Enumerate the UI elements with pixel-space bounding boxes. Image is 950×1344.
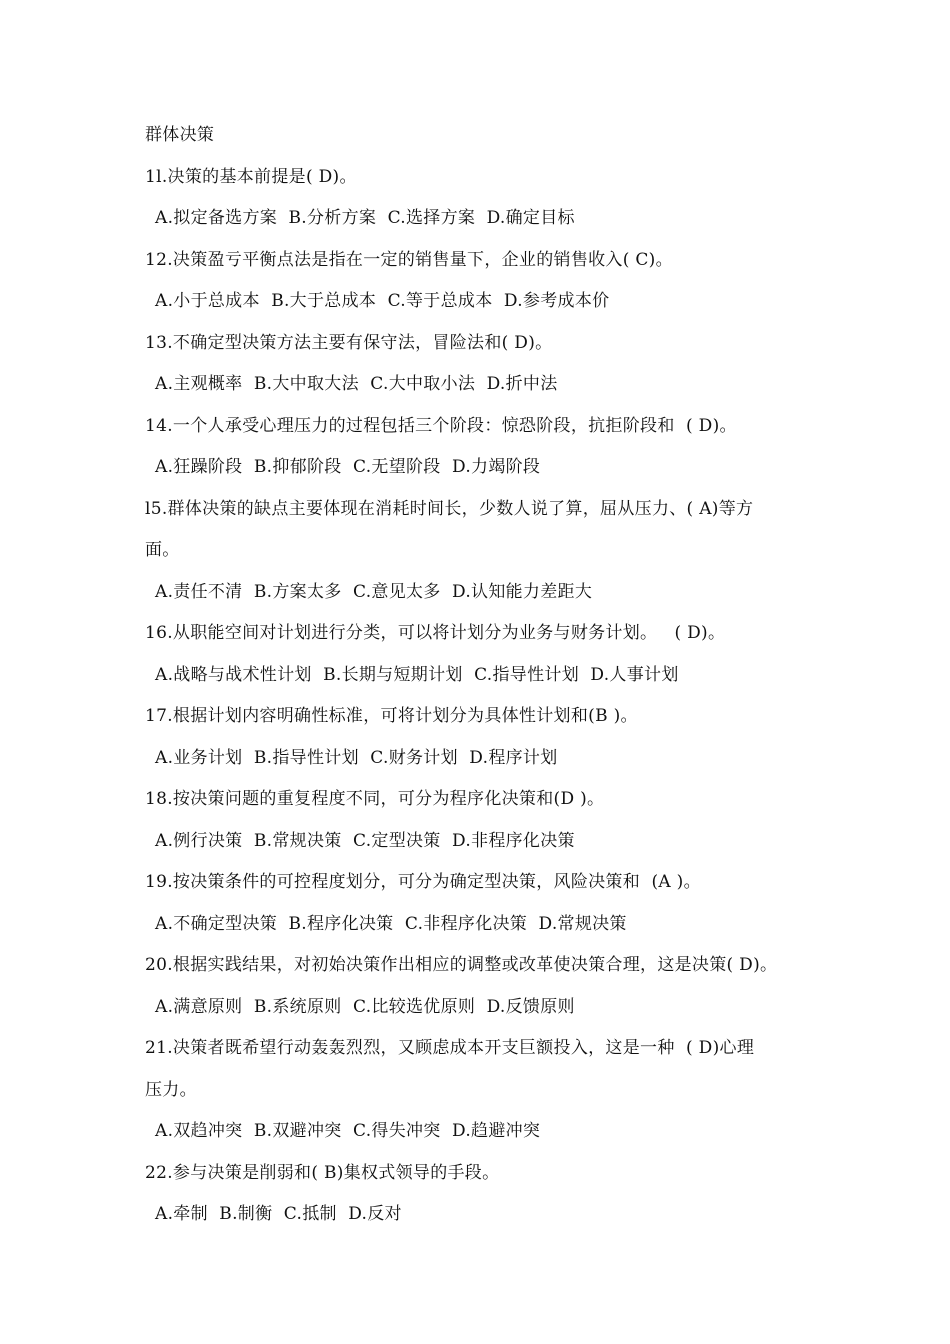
options-20: A.满意原则 B.系统原则 C.比较选优原则 D.反馈原则 bbox=[155, 997, 575, 1017]
question-22: 22.参与决策是削弱和( B)集权式领导的手段。 bbox=[145, 1163, 500, 1183]
question-13: 13.不确定型决策方法主要有保守法，冒险法和( D)。 bbox=[145, 333, 553, 353]
question-18: 18.按决策问题的重复程度不同，可分为程序化决策和(D )。 bbox=[145, 789, 605, 809]
question-16: 16.从职能空间对计划进行分类，可以将计划分为业务与财务计划。 ( D)。 bbox=[145, 623, 726, 643]
options-14: A.狂躁阶段 B.抑郁阶段 C.无望阶段 D.力竭阶段 bbox=[155, 457, 541, 477]
question-20: 20.根据实践结果，对初始决策作出相应的调整或改革使决策合理，这是决策( D)。 bbox=[145, 955, 778, 975]
question-12: 12.决策盈亏平衡点法是指在一定的销售量下，企业的销售收入( C)。 bbox=[145, 250, 673, 270]
options-11: A.拟定备选方案 B.分析方案 C.选择方案 D.确定目标 bbox=[155, 208, 575, 228]
options-12: A.小于总成本 B.大于总成本 C.等于总成本 D.参考成本价 bbox=[155, 291, 610, 311]
section-title: 群体决策 bbox=[145, 125, 215, 145]
question-21: 21.决策者既希望行动轰轰烈烈，又顾虑成本开支巨额投入，这是一种 ( D)心理 bbox=[145, 1038, 755, 1058]
options-21: A.双趋冲突 B.双避冲突 C.得失冲突 D.趋避冲突 bbox=[155, 1121, 541, 1141]
options-13: A.主观概率 B.大中取大法 C.大中取小法 D.折中法 bbox=[155, 374, 558, 394]
options-19: A.不确定型决策 B.程序化决策 C.非程序化决策 D.常规决策 bbox=[155, 914, 627, 934]
question-21-cont: 压力。 bbox=[145, 1080, 197, 1100]
question-14: 14.一个人承受心理压力的过程包括三个阶段：惊恐阶段，抗拒阶段和 ( D)。 bbox=[145, 416, 737, 436]
question-15-cont: 面。 bbox=[145, 540, 180, 560]
question-17: 17.根据计划内容明确性标准，可将计划分为具体性计划和(B )。 bbox=[145, 706, 638, 726]
options-17: A.业务计划 B.指导性计划 C.财务计划 D.程序计划 bbox=[155, 748, 558, 768]
options-18: A.例行决策 B.常规决策 C.定型决策 D.非程序化决策 bbox=[155, 831, 575, 851]
question-15: l5.群体决策的缺点主要体现在消耗时间长，少数人说了算，屈从压力、( A)等方 bbox=[145, 499, 754, 519]
question-19: 19.按决策条件的可控程度划分，可分为确定型决策，风险决策和 (A )。 bbox=[145, 872, 701, 892]
question-11: 1l.决策的基本前提是( D)。 bbox=[145, 167, 357, 187]
options-15: A.责任不清 B.方案太多 C.意见太多 D.认知能力差距大 bbox=[155, 582, 593, 602]
options-16: A.战略与战术性计划 B.长期与短期计划 C.指导性计划 D.人事计划 bbox=[155, 665, 679, 685]
options-22: A.牵制 B.制衡 C.抵制 D.反对 bbox=[155, 1204, 402, 1224]
